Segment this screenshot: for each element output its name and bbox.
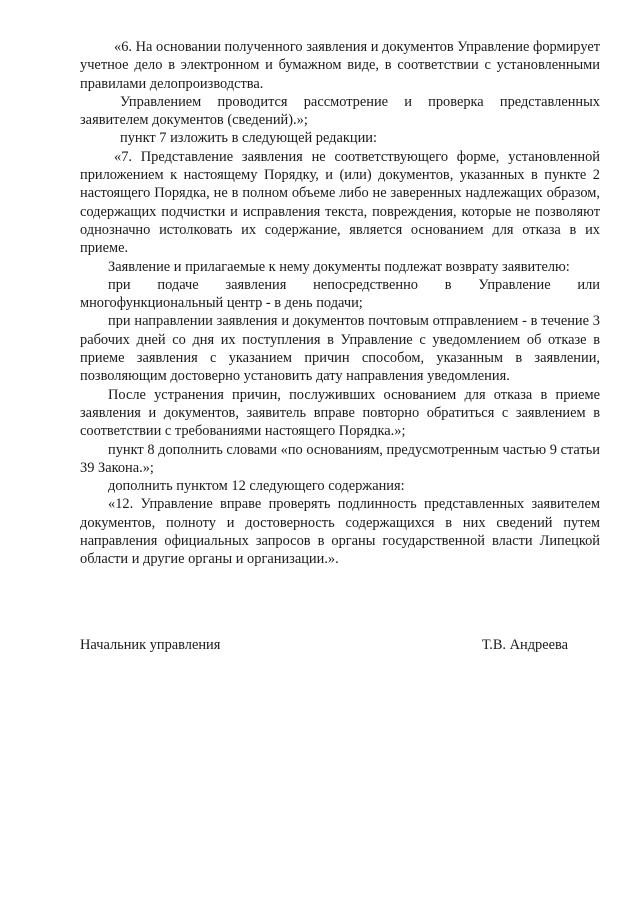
paragraph-5: Заявление и прилагаемые к нему документы подлежат возврату заявителю: — [108, 258, 570, 275]
paragraph-9: пункт 8 дополнить словами «по основаниям, предусмотренным частью 9 статьи 39 Закона.»; — [80, 441, 600, 476]
document-body — [80, 38, 600, 569]
signature-block — [80, 636, 568, 654]
paragraph-10: дополнить пунктом 12 следующего содержания: — [108, 478, 405, 495]
paragraph-1: «6. На основании полученного заявления и документов Управление формирует учетное дело в электронном и бумажном виде, в соответствии с установленными правилами делопроизводства. — [80, 39, 600, 92]
paragraph-6: при подаче заявления непосредственно в Управление или многофункциональный центр - в день подачи; — [80, 276, 600, 312]
signatory-name: Т.В. Андреева — [481, 637, 568, 653]
paragraph-4: «7. Представление заявления не соответствующего форме, установленной приложением к настоящему Порядку, и (или) документов, указанных в пункте 2 настоящего Порядка, не в полном объеме либо не заверенных надлежащих образом, содержащих подчистки и исправления текста, повреждения, которые не позволяют однозначно истолковать их содержание, является основанием для отказа в их приеме. — [80, 148, 600, 257]
paragraph-11: «12. Управление вправе проверять подлинность представленных заявителем документов, полноту и достоверность содержащихся в них сведений путем направления официальных запросов в органы государственной власти Липецкой области и другие органы и организации.». — [80, 496, 600, 568]
paragraph-2: Управлением проводится рассмотрение и проверка представленных заявителем документов (сведений).»; — [80, 93, 600, 129]
paragraph-3: пункт 7 изложить в следующей редакции: — [120, 130, 377, 147]
paragraph-7: при направлении заявления и документов почтовым отправлением - в течение 3 рабочих дней со дня их поступления в Управление с уведомлением об отказе в приеме заявления с указанием причин способом, указанным в заявлении, позволяющим достоверно установить дату направления уведомления. — [80, 313, 600, 385]
signatory-position: Начальник управления — [80, 637, 221, 653]
paragraph-8: После устранения причин, послуживших основанием для отказа в приеме заявления и документов, заявитель вправе повторно обратиться с заявлением в соответствии с требованиями настоящего Порядка.»; — [80, 386, 600, 440]
